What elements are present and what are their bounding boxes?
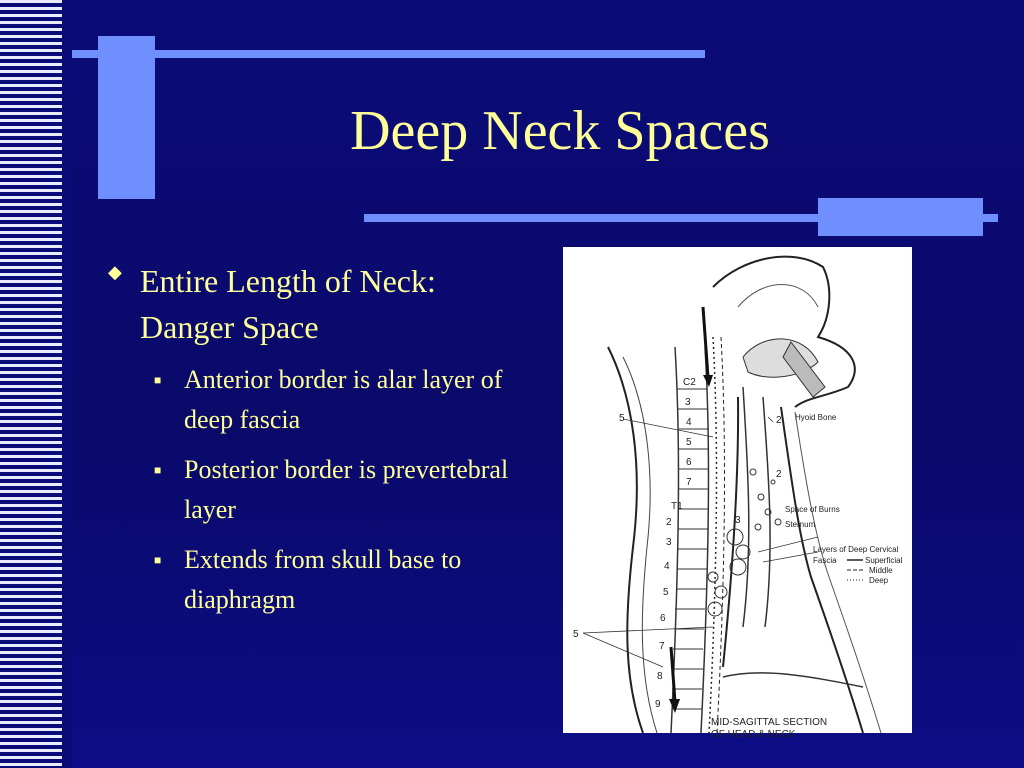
caption-line-1: MID-SAGITTAL SECTION	[711, 717, 828, 728]
sagittal-section-drawing	[563, 247, 912, 740]
vertebra-label: 9	[655, 699, 661, 710]
label-fascia: Fascia	[813, 556, 837, 565]
vertebra-label: 3	[666, 537, 672, 548]
decor-top-line	[72, 50, 705, 58]
sub-bullet-item	[154, 360, 538, 440]
left-stripe-decoration	[0, 0, 72, 768]
callout-number: 5	[619, 413, 625, 424]
legend-superficial: Superficial	[865, 556, 903, 565]
label-fascia-title: Layers of Deep Cervical	[813, 545, 899, 554]
square-bullet-icon: ■	[154, 463, 162, 477]
bullet-item	[108, 258, 538, 350]
callout-number: 3	[735, 515, 741, 526]
vertebra-label: 8	[657, 671, 663, 682]
sub-bullet-text: Extends from skull base to diaphragm	[184, 545, 462, 614]
callout-number: 5	[573, 629, 579, 640]
label-space-of-burns: Space of Burns	[785, 505, 840, 514]
vertebra-label: 7	[659, 641, 665, 652]
sub-bullet-item	[154, 450, 538, 530]
vertebra-label: 5	[686, 437, 692, 448]
anatomy-illustration	[563, 247, 912, 740]
diamond-bullet-icon: ◆	[108, 262, 122, 282]
callout-number: 2	[776, 469, 782, 480]
vertebra-label: C2	[683, 377, 696, 388]
vertebra-label: T1	[671, 501, 683, 512]
label-hyoid-bone: Hyoid Bone	[795, 413, 837, 422]
vertebra-label: 6	[660, 613, 666, 624]
square-bullet-icon: ■	[154, 553, 162, 567]
vertebra-label: 4	[664, 561, 670, 572]
sub-bullet-item	[154, 540, 538, 620]
sub-bullet-text: Posterior border is prevertebral layer	[184, 455, 509, 524]
callout-number: 2	[776, 415, 782, 426]
caption-line-2: OF HEAD & NECK	[711, 729, 796, 740]
vertebra-label: 6	[686, 457, 692, 468]
bullet-text: Entire Length of Neck: Danger Space	[140, 263, 436, 345]
vertebra-label: 3	[685, 397, 691, 408]
sub-bullet-text: Anterior border is alar layer of deep fascia	[184, 365, 503, 434]
vertebra-label: 7	[686, 477, 692, 488]
bullet-list	[108, 258, 538, 620]
decor-bottom-line	[364, 214, 998, 222]
vertebra-label: 2	[666, 517, 672, 528]
label-sternum: Sternum	[785, 520, 816, 529]
decor-vertical-bar	[98, 36, 155, 199]
square-bullet-icon: ■	[154, 373, 162, 387]
slide-title: Deep Neck Spaces	[350, 100, 770, 162]
vertebra-label: 5	[663, 587, 669, 598]
vertebra-label: 4	[686, 417, 692, 428]
legend-deep: Deep	[869, 576, 889, 585]
legend-middle: Middle	[869, 566, 893, 575]
